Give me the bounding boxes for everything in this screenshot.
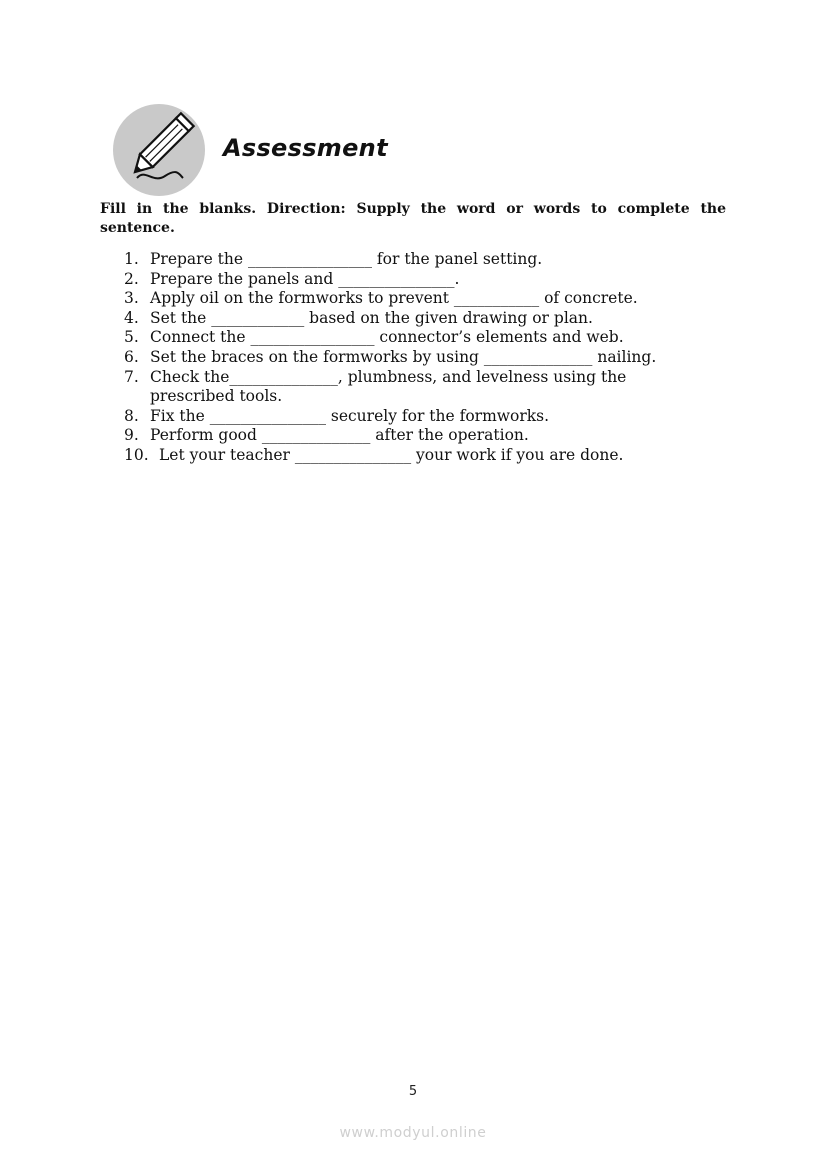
page-title: Assessment bbox=[223, 134, 388, 162]
list-item bbox=[124, 348, 704, 368]
pencil-icon bbox=[113, 104, 205, 196]
list-item bbox=[124, 328, 704, 348]
item-number: 4. bbox=[124, 308, 139, 327]
page-number: 5 bbox=[408, 1084, 418, 1099]
item-number: 7. bbox=[124, 367, 139, 386]
item-number: 9. bbox=[124, 426, 139, 445]
list-item bbox=[124, 289, 704, 309]
item-number: 5. bbox=[124, 328, 139, 347]
item-text: Set the ____________ based on the given drawing or plan. bbox=[150, 308, 593, 327]
question-list bbox=[124, 250, 704, 466]
item-number: 2. bbox=[124, 269, 139, 288]
instructions: Fill in the blanks. Direction: Supply the word or words to complete the sentence. bbox=[100, 201, 726, 236]
list-item bbox=[124, 250, 704, 270]
item-text: Prepare the ________________ for the panel setting. bbox=[150, 250, 543, 268]
item-text: Set the braces on the formworks by using ______________ nailing. bbox=[150, 347, 657, 366]
item-text: Prepare the panels and _______________. bbox=[150, 269, 460, 288]
item-number: 3. bbox=[124, 289, 139, 308]
item-number: 6. bbox=[124, 347, 139, 366]
list-item bbox=[124, 446, 704, 466]
item-text: Apply oil on the formworks to prevent ___________ of concrete. bbox=[150, 289, 638, 308]
list-item bbox=[124, 407, 704, 427]
list-item bbox=[124, 426, 704, 446]
watermark: www.modyul.online bbox=[339, 1125, 487, 1141]
item-text: Let your teacher _______________ your work if you are done. bbox=[159, 445, 624, 464]
item-text: Check the______________, plumbness, and levelness using the prescribed tools. bbox=[150, 367, 627, 406]
list-item bbox=[124, 368, 704, 407]
item-number: 1. bbox=[124, 250, 139, 268]
list-item bbox=[124, 270, 704, 290]
list-item bbox=[124, 309, 704, 329]
item-text: Connect the ________________ connector’s elements and web. bbox=[150, 328, 624, 347]
item-number: 8. bbox=[124, 406, 139, 425]
item-text: Fix the _______________ securely for the formworks. bbox=[150, 406, 550, 425]
item-number: 10. bbox=[124, 445, 149, 464]
item-text: Perform good ______________ after the operation. bbox=[150, 426, 529, 445]
